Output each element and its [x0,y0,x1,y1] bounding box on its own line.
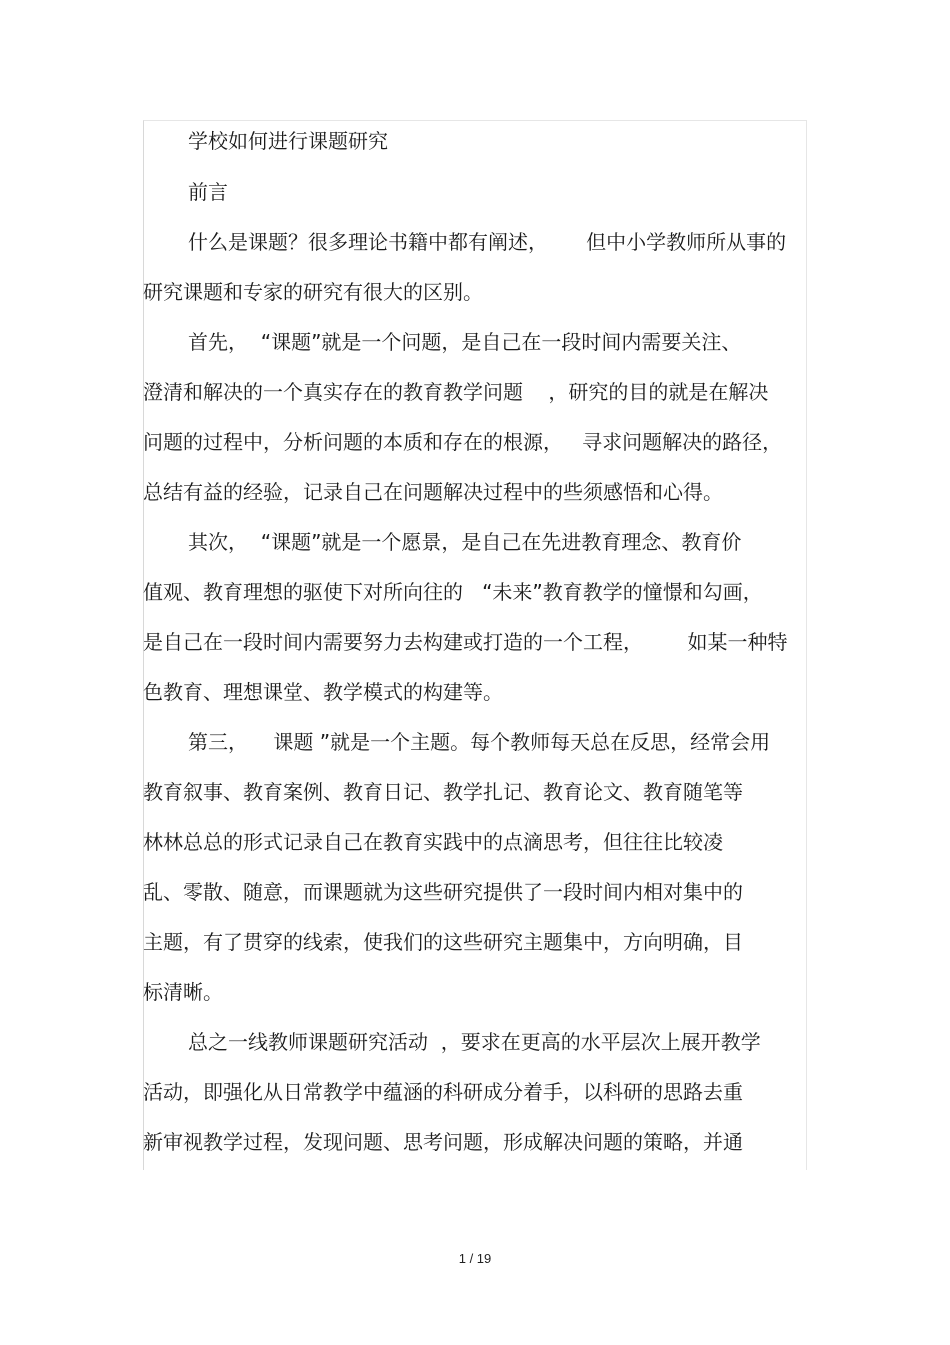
text-line: 主题，有了贯穿的线索，使我们的这些研究主题集中，方向明确，目 [143,930,743,954]
text-line: 总之一线教师课题研究活动 ，要求在更高的水平层次上展开教学 [188,1030,761,1054]
text-line: 问题的过程中，分析问题的本质和存在的根源， 寻求问题解决的路径， [143,430,783,454]
text-line: 林林总总的形式记录自己在教育实践中的点滴思考，但往往比较凌 [143,830,723,854]
document-title: 学校如何进行课题研究 [188,129,388,153]
text-line: 标清晰。 [143,980,223,1004]
text-line: 活动，即强化从日常教学中蕴涵的科研成分着手，以科研的思路去重 [143,1080,743,1104]
text-line: 其次， “课题”就是一个愿景，是自己在先进教育理念、教育价 [188,530,742,554]
text-line: 研究课题和专家的研究有很大的区别。 [143,280,483,304]
text-line: 值观、教育理想的驱使下对所向往的 “未来”教育教学的憧憬和勾画， [143,580,763,604]
page-number: 1 / 19 [458,1251,492,1266]
text-line: 新审视教学过程，发现问题、思考问题，形成解决问题的策略，并通 [143,1130,743,1154]
text-line: 教育叙事、教育案例、教育日记、教学扎记、教育论文、教育随笔等 [143,780,743,804]
text-line: 首先， “课题”就是一个问题，是自己在一段时间内需要关注、 [188,330,742,354]
text-line: 是自己在一段时间内需要努力去构建或打造的一个工程， 如某一种特 [143,630,788,654]
text-line: 第三， 课题 ”就是一个主题。每个教师每天总在反思，经常会用 [188,730,771,754]
text-line: 色教育、理想课堂、教学模式的构建等。 [143,680,503,704]
text-line: 总结有益的经验，记录自己在问题解决过程中的些须感悟和心得。 [143,480,723,504]
text-line: 乱、零散、随意，而课题就为这些研究提供了一段时间内相对集中的 [143,880,743,904]
text-line: 澄清和解决的一个真实存在的教育教学问题 ，研究的目的就是在解决 [143,380,769,404]
text-line: 前言 [188,180,228,204]
text-line: 什么是课题？很多理论书籍中都有阐述， 但中小学教师所从事的 [188,230,787,254]
